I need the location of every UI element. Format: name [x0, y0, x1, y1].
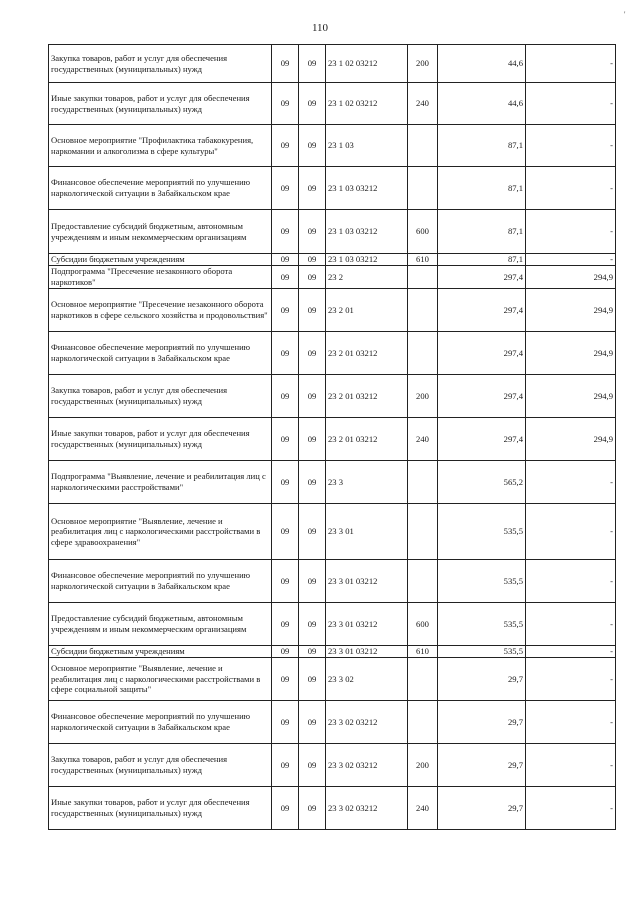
table-row — [49, 504, 616, 560]
cell-subsection: 09 — [299, 210, 326, 254]
cell-amount-2: - — [526, 210, 616, 254]
cell-target-article: 23 2 01 03212 — [326, 375, 408, 418]
table-row — [49, 646, 616, 658]
cell-section: 09 — [272, 332, 299, 375]
cell-section: 09 — [272, 787, 299, 830]
cell-expense-type — [408, 504, 438, 560]
cell-expense-type: 610 — [408, 254, 438, 266]
cell-amount-2: - — [526, 603, 616, 646]
cell-section: 09 — [272, 646, 299, 658]
cell-subsection: 09 — [299, 167, 326, 210]
cell-amount-2: - — [526, 658, 616, 701]
cell-amount-1: 535,5 — [438, 504, 526, 560]
cell-target-article: 23 3 02 03212 — [326, 701, 408, 744]
cell-expense-type — [408, 658, 438, 701]
cell-section: 09 — [272, 701, 299, 744]
table-row — [49, 461, 616, 504]
cell-subsection: 09 — [299, 560, 326, 603]
table-row — [49, 332, 616, 375]
cell-name: Субсидии бюджетным учреждениям — [49, 646, 272, 658]
cell-amount-1: 297,4 — [438, 375, 526, 418]
cell-amount-2: - — [526, 560, 616, 603]
cell-subsection: 09 — [299, 787, 326, 830]
cell-amount-2: - — [526, 787, 616, 830]
cell-amount-1: 29,7 — [438, 744, 526, 787]
cell-target-article: 23 1 03 03212 — [326, 254, 408, 266]
cell-subsection: 09 — [299, 701, 326, 744]
corner-mark: ' — [624, 10, 626, 19]
table-row — [49, 787, 616, 830]
cell-expense-type: 200 — [408, 744, 438, 787]
cell-amount-2: 294,9 — [526, 332, 616, 375]
cell-section: 09 — [272, 45, 299, 83]
cell-expense-type: 610 — [408, 646, 438, 658]
cell-target-article: 23 3 01 03212 — [326, 603, 408, 646]
cell-name: Финансовое обеспечение мероприятий по улучшению наркологической ситуации в Забайкальском крае — [49, 560, 272, 603]
cell-amount-2: - — [526, 701, 616, 744]
cell-section: 09 — [272, 375, 299, 418]
cell-amount-2: - — [526, 254, 616, 266]
cell-target-article: 23 2 01 03212 — [326, 418, 408, 461]
cell-name: Основное мероприятие "Выявление, лечение и реабилитация лиц с наркологическими расстройствами в сфере здравоохранения" — [49, 504, 272, 560]
cell-name: Основное мероприятие "Выявление, лечение и реабилитация лиц с наркологическими расстройствами в сфере социальной защиты" — [49, 658, 272, 701]
table-body — [49, 45, 616, 830]
cell-expense-type — [408, 560, 438, 603]
cell-section: 09 — [272, 167, 299, 210]
cell-target-article: 23 2 01 — [326, 289, 408, 332]
table-row — [49, 83, 616, 125]
cell-amount-1: 44,6 — [438, 45, 526, 83]
cell-target-article: 23 2 — [326, 266, 408, 289]
cell-name: Субсидии бюджетным учреждениям — [49, 254, 272, 266]
cell-section: 09 — [272, 83, 299, 125]
cell-amount-1: 297,4 — [438, 266, 526, 289]
cell-target-article: 23 3 — [326, 461, 408, 504]
cell-expense-type — [408, 125, 438, 167]
cell-name: Финансовое обеспечение мероприятий по улучшению наркологической ситуации в Забайкальском крае — [49, 332, 272, 375]
cell-name: Финансовое обеспечение мероприятий по улучшению наркологической ситуации в Забайкальском крае — [49, 167, 272, 210]
cell-amount-1: 87,1 — [438, 254, 526, 266]
cell-expense-type — [408, 332, 438, 375]
table-row — [49, 418, 616, 461]
cell-amount-1: 297,4 — [438, 332, 526, 375]
page-number: 110 — [311, 22, 329, 34]
cell-subsection: 09 — [299, 83, 326, 125]
cell-expense-type — [408, 266, 438, 289]
table-row — [49, 266, 616, 289]
cell-expense-type — [408, 461, 438, 504]
cell-name: Предоставление субсидий бюджетным, автономным учреждениям и иным некоммерческим организациям — [49, 603, 272, 646]
cell-amount-2: - — [526, 45, 616, 83]
cell-amount-2: - — [526, 83, 616, 125]
cell-section: 09 — [272, 289, 299, 332]
cell-amount-2: 294,9 — [526, 418, 616, 461]
budget-table — [48, 44, 616, 830]
table-row — [49, 744, 616, 787]
cell-target-article: 23 1 03 — [326, 125, 408, 167]
cell-name: Предоставление субсидий бюджетным, автономным учреждениям и иным некоммерческим организациям — [49, 210, 272, 254]
cell-name: Иные закупки товаров, работ и услуг для обеспечения государственных (муниципальных) нужд — [49, 418, 272, 461]
cell-subsection: 09 — [299, 504, 326, 560]
cell-expense-type — [408, 167, 438, 210]
table-row — [49, 125, 616, 167]
cell-subsection: 09 — [299, 375, 326, 418]
cell-amount-1: 87,1 — [438, 210, 526, 254]
cell-expense-type — [408, 701, 438, 744]
cell-target-article: 23 1 02 03212 — [326, 83, 408, 125]
cell-amount-1: 29,7 — [438, 701, 526, 744]
cell-amount-2: - — [526, 646, 616, 658]
cell-amount-2: - — [526, 167, 616, 210]
cell-subsection: 09 — [299, 289, 326, 332]
cell-name: Подпрограмма "Пресечение незаконного оборота наркотиков" — [49, 266, 272, 289]
cell-amount-2: - — [526, 461, 616, 504]
cell-amount-1: 29,7 — [438, 787, 526, 830]
cell-section: 09 — [272, 254, 299, 266]
cell-target-article: 23 3 01 03212 — [326, 646, 408, 658]
table-row — [49, 560, 616, 603]
cell-subsection: 09 — [299, 461, 326, 504]
table-row — [49, 254, 616, 266]
cell-target-article: 23 1 02 03212 — [326, 45, 408, 83]
table-row — [49, 210, 616, 254]
table-row — [49, 45, 616, 83]
cell-amount-1: 87,1 — [438, 125, 526, 167]
cell-amount-2: 294,9 — [526, 266, 616, 289]
cell-target-article: 23 3 02 — [326, 658, 408, 701]
cell-amount-1: 535,5 — [438, 603, 526, 646]
cell-target-article: 23 1 03 03212 — [326, 210, 408, 254]
cell-subsection: 09 — [299, 332, 326, 375]
cell-amount-2: 294,9 — [526, 375, 616, 418]
cell-amount-2: 294,9 — [526, 289, 616, 332]
cell-section: 09 — [272, 560, 299, 603]
cell-subsection: 09 — [299, 658, 326, 701]
cell-section: 09 — [272, 125, 299, 167]
cell-target-article: 23 3 02 03212 — [326, 744, 408, 787]
cell-amount-1: 297,4 — [438, 289, 526, 332]
cell-subsection: 09 — [299, 603, 326, 646]
table-row — [49, 603, 616, 646]
cell-subsection: 09 — [299, 254, 326, 266]
cell-expense-type: 240 — [408, 418, 438, 461]
cell-section: 09 — [272, 418, 299, 461]
cell-target-article: 23 1 03 03212 — [326, 167, 408, 210]
cell-section: 09 — [272, 266, 299, 289]
cell-section: 09 — [272, 210, 299, 254]
cell-subsection: 09 — [299, 45, 326, 83]
cell-amount-1: 535,5 — [438, 646, 526, 658]
cell-expense-type: 600 — [408, 603, 438, 646]
cell-expense-type: 240 — [408, 83, 438, 125]
cell-expense-type: 200 — [408, 45, 438, 83]
cell-amount-2: - — [526, 125, 616, 167]
cell-expense-type: 200 — [408, 375, 438, 418]
cell-amount-1: 297,4 — [438, 418, 526, 461]
table-row — [49, 375, 616, 418]
cell-amount-1: 87,1 — [438, 167, 526, 210]
table-row — [49, 167, 616, 210]
cell-subsection: 09 — [299, 646, 326, 658]
cell-name: Закупка товаров, работ и услуг для обеспечения государственных (муниципальных) нужд — [49, 744, 272, 787]
cell-subsection: 09 — [299, 418, 326, 461]
cell-name: Иные закупки товаров, работ и услуг для обеспечения государственных (муниципальных) нужд — [49, 83, 272, 125]
cell-expense-type: 600 — [408, 210, 438, 254]
cell-subsection: 09 — [299, 744, 326, 787]
cell-section: 09 — [272, 461, 299, 504]
table-row — [49, 701, 616, 744]
cell-name: Финансовое обеспечение мероприятий по улучшению наркологической ситуации в Забайкальском крае — [49, 701, 272, 744]
cell-name: Подпрограмма "Выявление, лечение и реабилитация лиц с наркологическими расстройствами" — [49, 461, 272, 504]
cell-name: Закупка товаров, работ и услуг для обеспечения государственных (муниципальных) нужд — [49, 375, 272, 418]
cell-subsection: 09 — [299, 125, 326, 167]
table-row — [49, 289, 616, 332]
cell-section: 09 — [272, 658, 299, 701]
cell-amount-1: 565,2 — [438, 461, 526, 504]
cell-section: 09 — [272, 603, 299, 646]
cell-name: Закупка товаров, работ и услуг для обеспечения государственных (муниципальных) нужд — [49, 45, 272, 83]
cell-amount-1: 29,7 — [438, 658, 526, 701]
cell-subsection: 09 — [299, 266, 326, 289]
cell-amount-2: - — [526, 504, 616, 560]
cell-target-article: 23 3 02 03212 — [326, 787, 408, 830]
table-row — [49, 658, 616, 701]
cell-section: 09 — [272, 744, 299, 787]
cell-expense-type — [408, 289, 438, 332]
cell-amount-1: 44,6 — [438, 83, 526, 125]
cell-section: 09 — [272, 504, 299, 560]
cell-name: Основное мероприятие "Пресечение незаконного оборота наркотиков в сфере сельского хозяйства и продовольствия" — [49, 289, 272, 332]
cell-expense-type: 240 — [408, 787, 438, 830]
cell-amount-2: - — [526, 744, 616, 787]
cell-name: Основное мероприятие "Профилактика табакокурения, наркомании и алкоголизма в сфере культуры" — [49, 125, 272, 167]
cell-target-article: 23 2 01 03212 — [326, 332, 408, 375]
cell-target-article: 23 3 01 — [326, 504, 408, 560]
cell-target-article: 23 3 01 03212 — [326, 560, 408, 603]
cell-amount-1: 535,5 — [438, 560, 526, 603]
cell-name: Иные закупки товаров, работ и услуг для обеспечения государственных (муниципальных) нужд — [49, 787, 272, 830]
